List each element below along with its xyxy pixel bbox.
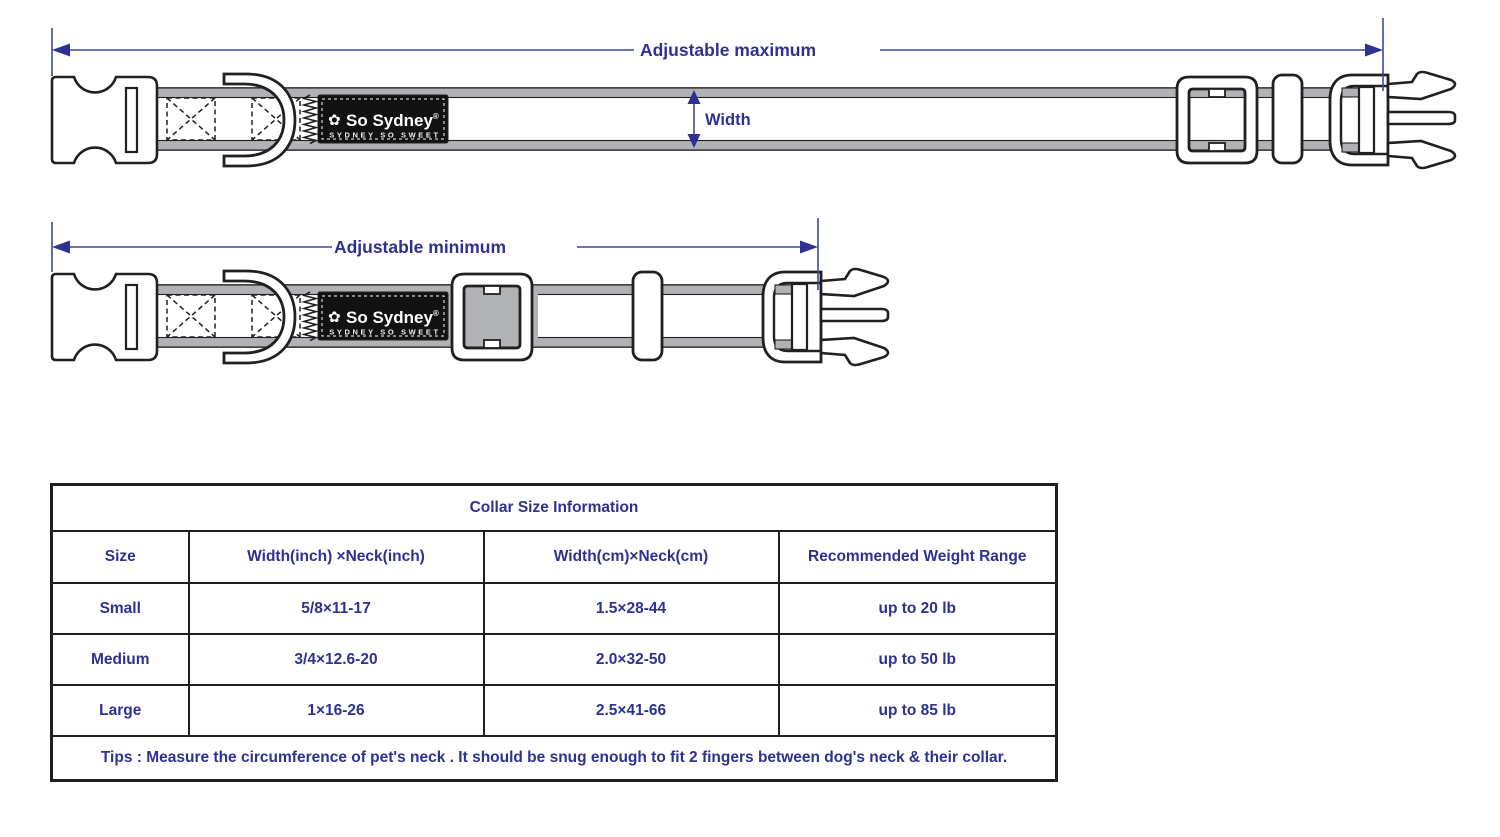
collar-diagram-maximum xyxy=(52,18,1455,168)
min-dimension-arrow xyxy=(52,218,818,290)
table-row-medium xyxy=(52,634,1057,685)
col-header-inch-neck: Width(inch) ×Neck(inch) xyxy=(189,531,484,583)
table-row-small xyxy=(52,583,1057,634)
cell-inch-neck: 3/4×12.6-20 xyxy=(189,634,484,685)
table-row-large xyxy=(52,685,1057,736)
cell-weight: up to 20 lb xyxy=(779,583,1057,634)
brand-label xyxy=(318,95,448,143)
cell-weight: up to 50 lb xyxy=(779,634,1057,685)
brand-label xyxy=(318,292,448,340)
tips-text: Tips : Measure the circumference of pet's neck . It should be snug enough to fit 2 fingers between dog's neck & their collar. xyxy=(52,736,1057,781)
brand-name: So Sydney xyxy=(346,111,433,130)
cell-inch-neck: 1×16-26 xyxy=(189,685,484,736)
col-header-cm-neck: Width(cm)×Neck(cm) xyxy=(484,531,779,583)
brand-tagline-text: SYDNEY SO SWEET xyxy=(329,327,441,337)
flower-icon: ✿ xyxy=(328,308,341,326)
col-header-weight-range: Recommended Weight Range xyxy=(779,531,1057,583)
arrowhead-left-icon xyxy=(52,44,70,57)
cell-size: Medium xyxy=(52,634,189,685)
collar-diagram-minimum xyxy=(52,218,888,365)
registered-mark-icon: ® xyxy=(432,112,439,121)
arrowhead-left-icon xyxy=(52,241,70,254)
table-header-row xyxy=(52,531,1057,583)
min-arrow-label: Adjustable minimum xyxy=(333,237,507,257)
flower-icon: ✿ xyxy=(328,111,341,129)
max-arrow-label: Adjustable maximum xyxy=(639,40,817,60)
cell-inch-neck: 5/8×11-17 xyxy=(189,583,484,634)
table-tips-row xyxy=(52,736,1057,781)
table-title: Collar Size Information xyxy=(52,485,1057,532)
cell-weight: up to 85 lb xyxy=(779,685,1057,736)
col-header-size: Size xyxy=(52,531,189,583)
brand-tagline-text: SYDNEY SO SWEET xyxy=(329,130,441,140)
cell-cm-neck: 1.5×28-44 xyxy=(484,583,779,634)
registered-mark-icon: ® xyxy=(432,309,439,318)
cell-size: Small xyxy=(52,583,189,634)
table-title-row xyxy=(52,485,1057,532)
cell-size: Large xyxy=(52,685,189,736)
brand-name-text xyxy=(346,308,439,327)
arrowhead-right-icon xyxy=(1365,44,1383,57)
arrowhead-right-icon xyxy=(800,241,818,254)
width-arrow-label: Width xyxy=(705,111,751,129)
cell-cm-neck: 2.5×41-66 xyxy=(484,685,779,736)
cell-cm-neck: 2.0×32-50 xyxy=(484,634,779,685)
collar-size-table xyxy=(50,483,1055,782)
brand-name-text xyxy=(346,111,439,130)
brand-name: So Sydney xyxy=(346,308,433,327)
